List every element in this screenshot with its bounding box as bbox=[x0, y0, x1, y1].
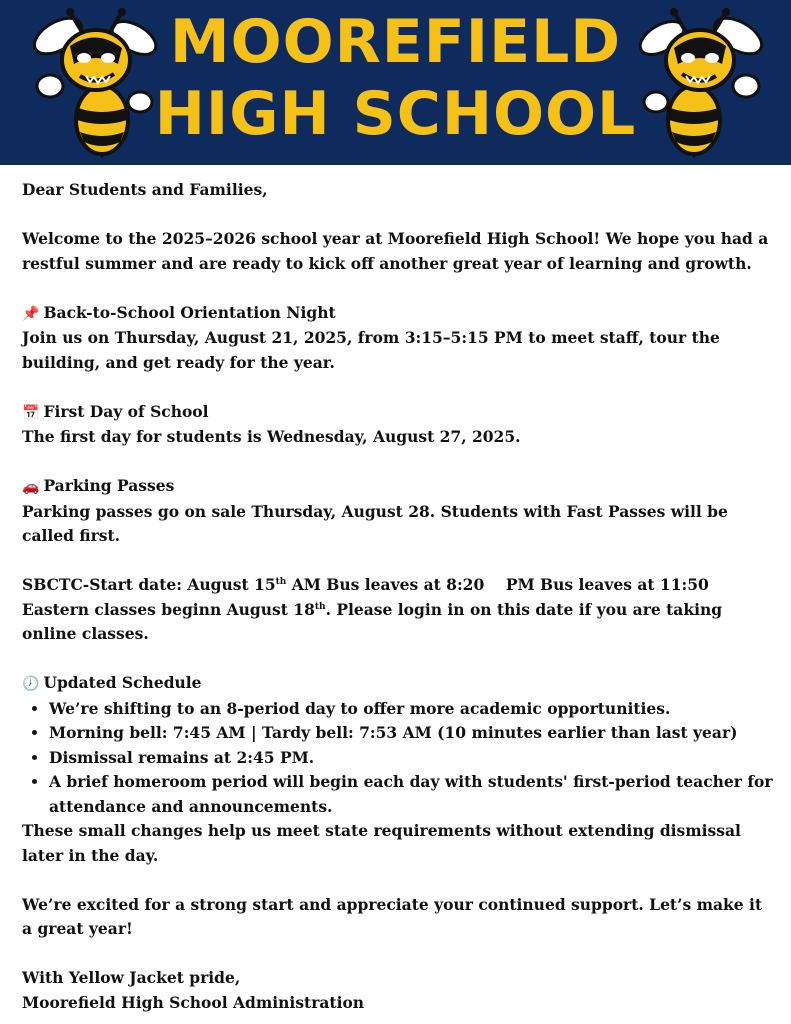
schedule-heading bbox=[22, 671, 774, 697]
list-item: • We’re shifting to an 8-period day to offer more academic opportunities. bbox=[49, 697, 774, 722]
schedule-heading-text: Updated Schedule bbox=[43, 673, 202, 692]
schedule-note: These small changes help us meet state requirements without extending dismissal later in the day. bbox=[22, 821, 741, 865]
first-day-heading-text: First Day of School bbox=[43, 401, 209, 421]
list-item: • Morning bell: 7:45 AM | Tardy bell: 7:53 AM (10 minutes earlier than last year) bbox=[49, 721, 774, 746]
eastern-classes-line bbox=[22, 598, 774, 647]
list-item: • Dismissal remains at 2:45 PM. bbox=[49, 746, 774, 771]
sbctc-line bbox=[22, 573, 774, 598]
sbctc-sup: th bbox=[275, 576, 287, 587]
orientation-body: Join us on Thursday, August 21, 2025, from 3:15–5:15 PM to meet staff, tour the building, and get ready for the year. bbox=[22, 328, 720, 372]
car-icon: 🚗 bbox=[22, 479, 40, 495]
header-banner bbox=[0, 0, 791, 165]
title-line-1: MOOREFIELD bbox=[169, 7, 622, 77]
pushpin-icon: 📌 bbox=[22, 305, 40, 322]
letter-body bbox=[22, 178, 774, 1015]
first-day-body: The first day for students is Wednesday, August 27, 2025. bbox=[22, 427, 521, 446]
parking-body: Parking passes go on sale Thursday, August 28. Students with Fast Passes will be called first. bbox=[22, 501, 728, 545]
clock-icon: 🕖 bbox=[22, 676, 40, 692]
closing-paragraph: We’re excited for a strong start and appreciate your continued support. Let’s make it a great year! bbox=[22, 894, 763, 938]
eastern-text-post: . Please login in on this date if you are taking online classes. bbox=[22, 599, 723, 643]
eastern-sup: th bbox=[314, 601, 326, 612]
list-item: • A brief homeroom period will begin each day with students' first-period teacher for attendance and announcements. bbox=[49, 770, 774, 819]
title-line-2: HIGH SCHOOL bbox=[154, 79, 637, 149]
schedule-list bbox=[22, 697, 774, 820]
calendar-icon: 📅 bbox=[22, 404, 40, 421]
signature: Moorefield High School Administration bbox=[22, 992, 365, 1012]
eastern-text: Eastern classes beginn August 18 bbox=[22, 599, 315, 619]
welcome-paragraph: Welcome to the 2025–2026 school year at Moorefield High School! We hope you had a restful summer and are ready to kick off another great year of learning and growth. bbox=[22, 229, 769, 273]
yellow-jacket-mascot-icon bbox=[636, 8, 766, 158]
first-day-heading bbox=[22, 400, 774, 426]
parking-heading bbox=[22, 474, 774, 500]
greeting: Dear Students and Families, bbox=[22, 180, 268, 199]
sbctc-text: SBCTC-Start date: August 15 bbox=[22, 575, 276, 594]
sbctc-bus-times: AM Bus leaves at 8:20 PM Bus leaves at 11:50 bbox=[286, 575, 709, 594]
parking-heading-text: Parking Passes bbox=[43, 476, 175, 495]
signoff: With Yellow Jacket pride, bbox=[22, 968, 241, 987]
orientation-heading-text: Back-to-School Orientation Night bbox=[43, 302, 336, 322]
orientation-heading bbox=[22, 301, 774, 327]
